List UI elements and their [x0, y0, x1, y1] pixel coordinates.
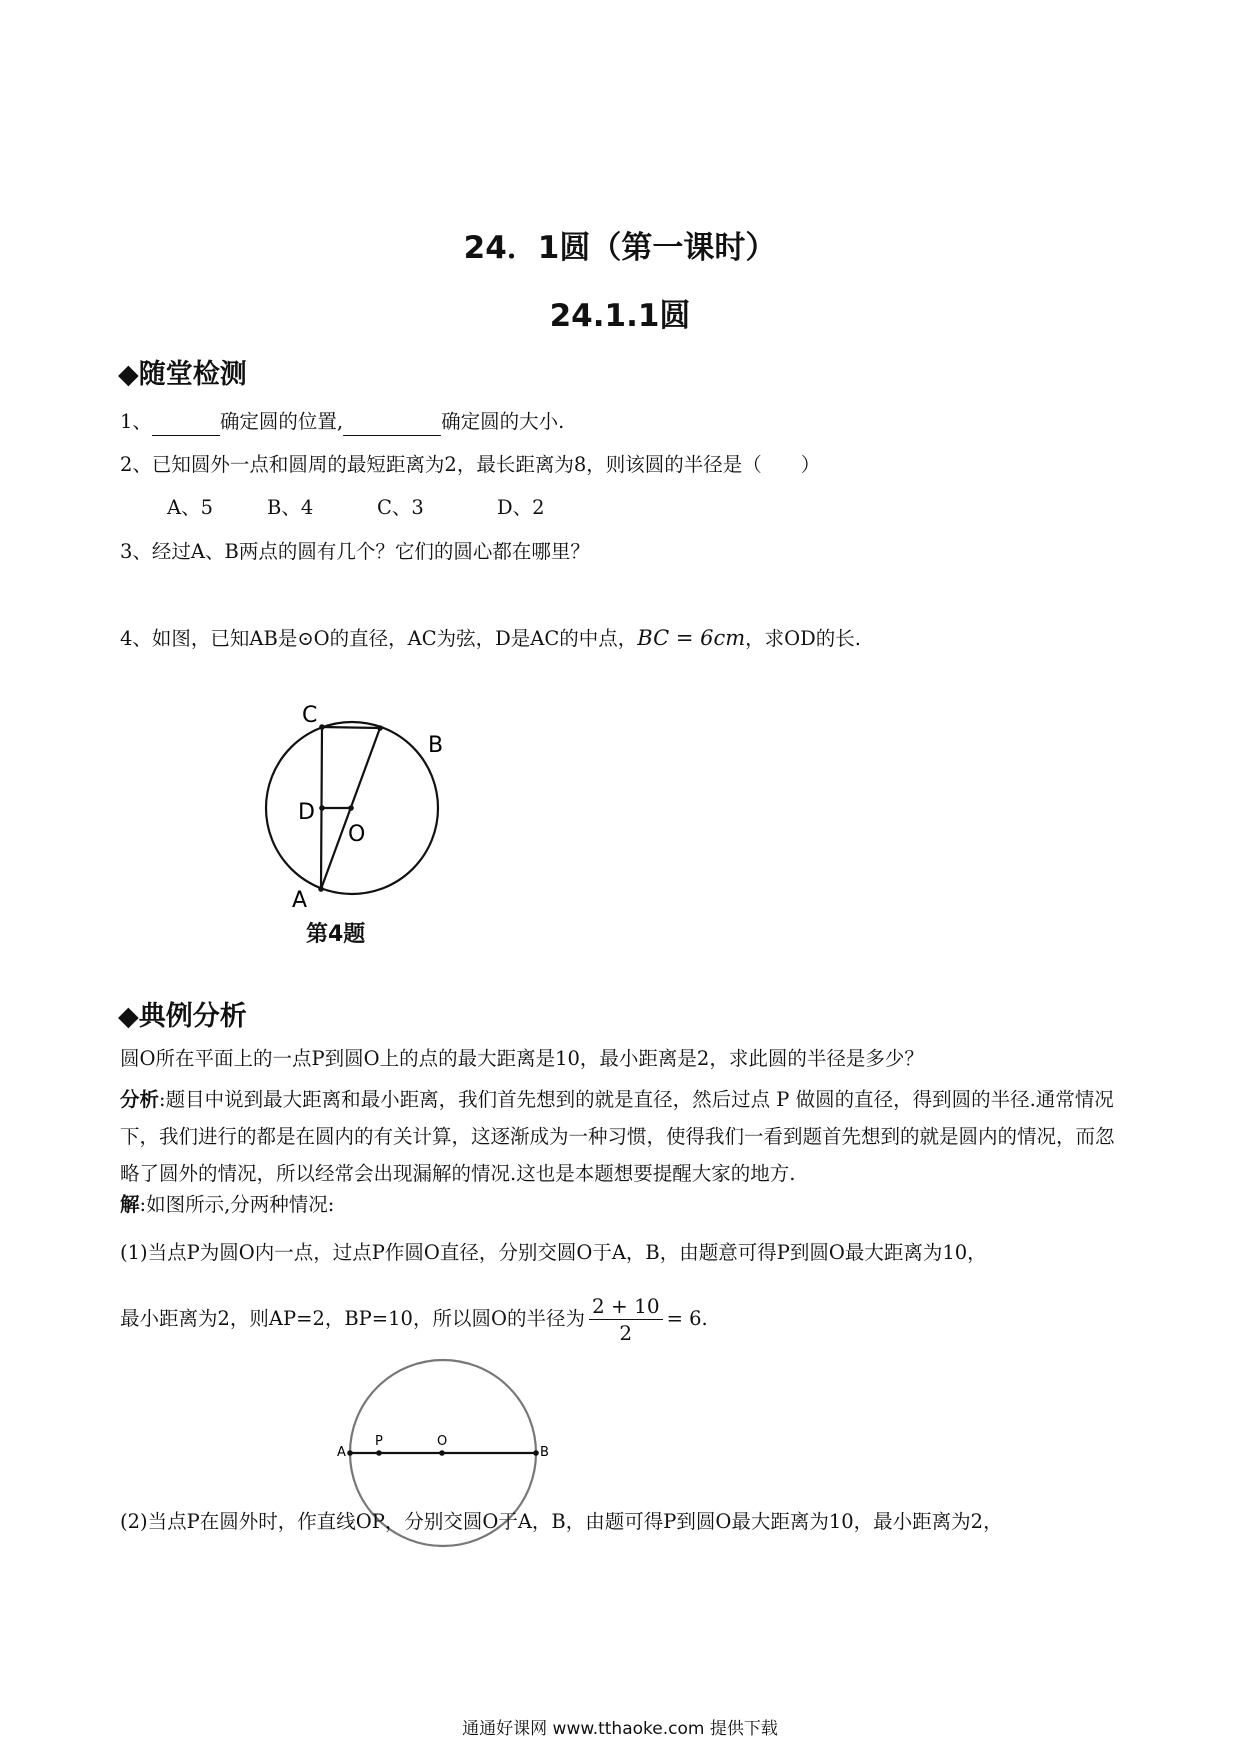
- question-4-text-end: ，求OD的长.: [745, 627, 861, 650]
- point-b: [533, 1450, 539, 1456]
- example-problem: 圆O所在平面上的一点P到圆O上的点的最大距离是10，最小距离是2，求此圆的半径是多少？: [120, 1047, 924, 1070]
- answer-blank-2: [343, 415, 441, 436]
- label-c: C: [302, 703, 318, 728]
- analysis-paragraph: [120, 1081, 1125, 1192]
- label-p: P: [375, 1434, 383, 1449]
- case-1-line-1: (1)当点P为圆O内一点，过点P作圆O直径，分别交圆O于A，B，由题意可得P到圆O最大距离为10，: [120, 1241, 987, 1264]
- label-o: O: [437, 1434, 448, 1449]
- figure-4-caption: 第4题: [306, 922, 366, 947]
- question-1-part1: 确定圆的位置,: [219, 410, 344, 433]
- page-footer: 通通好课网 www.tthaoke.com 提供下载: [462, 1719, 778, 1739]
- analysis-text: :题目中说到最大距离和最小距离，我们首先想到的就是直径，然后过点 P 做圆的直径，得到圆的半径.通常情况下，我们进行的都是在圆内的有关计算，这逐渐成为一种习惯，使得我们一看到题首先想到的就是圆内的情况，而忽略了圆外的情况，所以经常会出现漏解的情况.这也是本题想要提醒大家的地方.: [120, 1088, 1115, 1185]
- question-2: 2、已知圆外一点和圆周的最短距离为2，最长距离为8，则该圆的半径是（ ）: [120, 453, 821, 476]
- label-o: O: [348, 822, 366, 847]
- question-2-options: [167, 494, 545, 522]
- point-d: [319, 805, 325, 811]
- label-a: A: [337, 1445, 346, 1460]
- question-4-text: 4、如图，已知AB是⊙O的直径，AC为弦，D是AC的中点，: [120, 627, 638, 650]
- option-a: A、5: [167, 496, 213, 519]
- figure-4-diagram: [240, 690, 460, 910]
- point-o: [348, 805, 354, 811]
- page-title: 24．1圆（第一课时）: [463, 230, 777, 266]
- page-subtitle: 24.1.1圆: [549, 298, 691, 334]
- point-o: [439, 1450, 445, 1456]
- chord-cb: [322, 727, 380, 728]
- case-1-result: = 6.: [666, 1307, 708, 1330]
- option-d: D、2: [497, 496, 545, 519]
- solution-line: [120, 1191, 334, 1219]
- question-1: [120, 408, 564, 436]
- label-d: D: [298, 800, 315, 825]
- case-2-line-1: (2)当点P在圆外时，作直线OP，分别交圆O于A，B，由题可得P到圆O最大距离为10，最小距离为2，: [120, 1510, 1003, 1533]
- case-1-text: 最小距离为2，则AP=2，BP=10，所以圆O的半径为: [120, 1307, 585, 1330]
- solution-label: 解: [120, 1193, 140, 1216]
- point-b: [377, 725, 383, 731]
- radius-fraction: [589, 1293, 663, 1346]
- point-a: [347, 1450, 353, 1456]
- section-heading-example: ◆典例分析: [118, 1001, 247, 1032]
- solution-text: :如图所示,分两种情况:: [139, 1193, 335, 1216]
- question-4-math: BC = 6cm: [637, 626, 746, 650]
- answer-blank-1: [152, 415, 220, 436]
- point-p: [376, 1450, 382, 1456]
- label-b: B: [540, 1445, 549, 1460]
- label-a: A: [292, 888, 308, 910]
- case-1-line-2: [120, 1293, 708, 1346]
- question-4: [120, 624, 861, 653]
- point-c: [319, 724, 325, 730]
- analysis-label: 分析: [120, 1088, 160, 1111]
- fraction-denominator: 2: [619, 1321, 633, 1345]
- fraction-numerator: 2 + 10: [589, 1293, 663, 1320]
- question-1-part2: 确定圆的大小.: [441, 410, 565, 433]
- question-1-number: 1、: [120, 410, 152, 433]
- section-heading-quiz: ◆随堂检测: [118, 359, 247, 390]
- label-b: B: [428, 733, 444, 758]
- option-b: B、4: [267, 496, 314, 519]
- point-a: [318, 886, 324, 892]
- question-3: 3、经过A、B两点的圆有几个？它们的圆心都在哪里？: [120, 540, 590, 563]
- option-c: C、3: [377, 496, 424, 519]
